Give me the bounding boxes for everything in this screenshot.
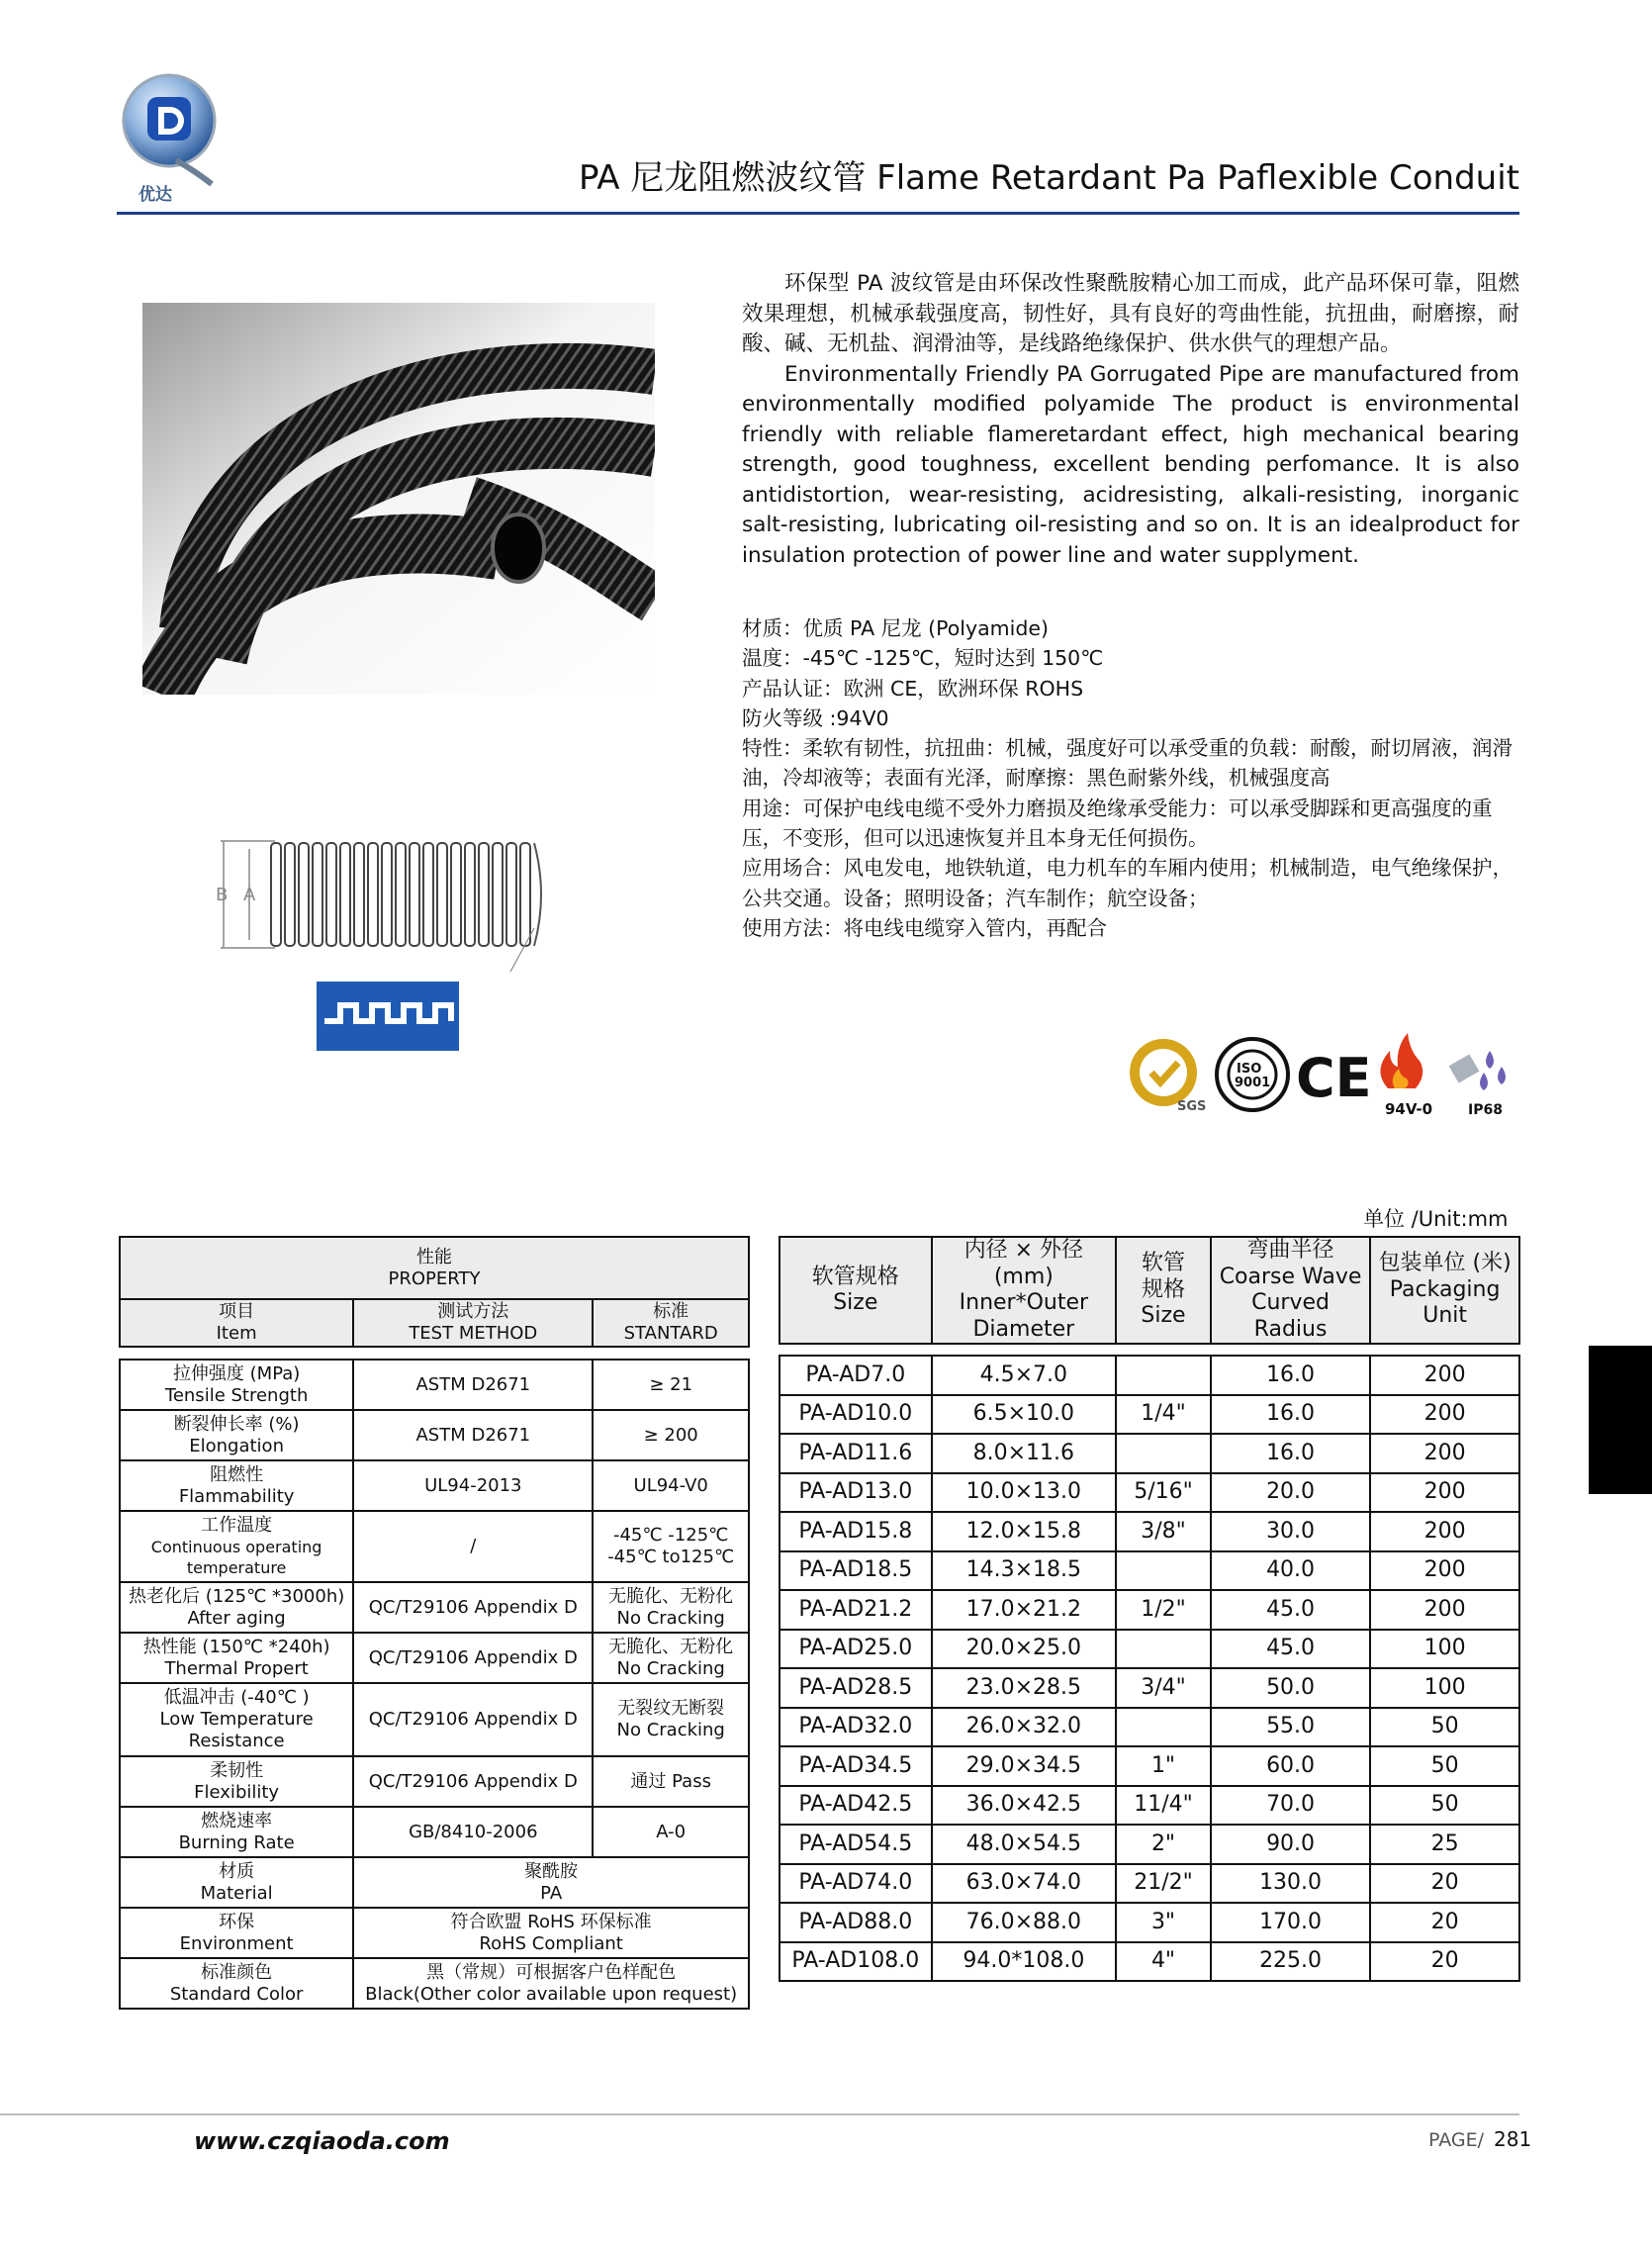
- radius-cell: 170.0: [1211, 1903, 1370, 1942]
- table-row: [780, 1668, 1519, 1708]
- item-cell: [120, 1582, 353, 1633]
- method-cell: QC/T29106 Appendix D: [353, 1633, 593, 1683]
- fire-rating-icon: [1380, 1033, 1432, 1118]
- radius-cell: 55.0: [1211, 1708, 1370, 1747]
- pack-cell: 100: [1370, 1630, 1519, 1669]
- item-cell: [120, 1958, 353, 2009]
- conduit-drawing: [216, 829, 564, 974]
- item-cell: [120, 1683, 353, 1756]
- item-header-en: Item: [216, 1323, 257, 1344]
- method-cell: GB/8410-2006: [353, 1807, 593, 1857]
- diameter-cell: 23.0×28.5: [932, 1668, 1117, 1708]
- spec-fire-rating: 防火等级 :94V0: [742, 705, 889, 730]
- diameter-cell: 4.5×7.0: [932, 1356, 1117, 1395]
- diameter-cell: 48.0×54.5: [932, 1825, 1117, 1864]
- radius-cell: 16.0: [1211, 1395, 1370, 1435]
- table-row: [780, 1512, 1519, 1551]
- size-cell: PA-AD42.5: [780, 1786, 932, 1826]
- spec-cell: 21/2": [1116, 1864, 1211, 1904]
- standard-value: 通过 Pass: [630, 1770, 711, 1792]
- pack-header-cn: 包装单位 (米): [1378, 1251, 1512, 1276]
- property-table: [119, 1236, 750, 2010]
- size-cell: PA-AD88.0: [780, 1903, 932, 1942]
- spec-list: [742, 613, 1523, 943]
- item-en: Flexibility: [194, 1781, 280, 1803]
- ip68-icon: [1449, 1051, 1506, 1118]
- item-en: Elongation: [189, 1435, 284, 1456]
- pack-cell: 20: [1370, 1942, 1519, 1982]
- diameter-cell: 10.0×13.0: [932, 1473, 1117, 1513]
- pack-cell: 50: [1370, 1746, 1519, 1786]
- title-divider: [117, 212, 1519, 215]
- diameter-cell: 26.0×32.0: [932, 1708, 1117, 1747]
- table-spacer: [780, 1344, 1519, 1356]
- item-cell: [120, 1908, 353, 1958]
- table-row: [780, 1551, 1519, 1591]
- size-header-cn: 软管规格: [811, 1264, 899, 1289]
- table-row: [780, 1746, 1519, 1786]
- table-row: [120, 1756, 749, 1807]
- pack-cell: 50: [1370, 1708, 1519, 1747]
- radius-cell: 45.0: [1211, 1590, 1370, 1630]
- value-cn: 聚酰胺: [524, 1860, 579, 1882]
- spec-certification: 产品认证：欧洲 CE，欧洲环保 ROHS: [742, 676, 1084, 701]
- table-row: [120, 1511, 749, 1582]
- spec-temperature: 温度：-45℃ -125℃，短时达到 150℃: [742, 646, 1104, 671]
- wave-profile-icon: [317, 982, 459, 1051]
- diameter-cell: 8.0×11.6: [932, 1434, 1117, 1473]
- diameter-cell: 29.0×34.5: [932, 1746, 1117, 1786]
- pack-cell: 200: [1370, 1356, 1519, 1395]
- diameter-cell: 36.0×42.5: [932, 1786, 1117, 1826]
- property-header: [120, 1237, 749, 1299]
- logo-text: 优达: [138, 185, 172, 205]
- page-title: PA 尼龙阻燃波纹管 Flame Retardant Pa Paflexible Conduit: [578, 158, 1519, 198]
- radius-cell: 45.0: [1211, 1630, 1370, 1669]
- standard-value-2: No Cracking: [616, 1720, 725, 1740]
- spec-cell: [1116, 1708, 1211, 1747]
- standard-value: 无脆化、无粉化: [608, 1636, 734, 1657]
- item-cell: [120, 1360, 353, 1410]
- size-cell: PA-AD32.0: [780, 1708, 932, 1747]
- ip-rating-label: IP68: [1468, 1102, 1503, 1118]
- item-cell: [120, 1410, 353, 1460]
- table-row: [120, 1460, 749, 1511]
- spec-header-cn2: 规格: [1142, 1276, 1186, 1302]
- table-row: [780, 1590, 1519, 1630]
- standard-value: A-0: [656, 1821, 687, 1842]
- unit-label: 单位 /Unit:mm: [1363, 1207, 1509, 1231]
- method-cell: QC/T29106 Appendix D: [353, 1756, 593, 1807]
- diameter-header-en1: Inner*Outer: [959, 1290, 1089, 1315]
- size-table: [779, 1236, 1520, 1982]
- item-cn: 环保: [219, 1911, 255, 1932]
- size-table-header-row: [780, 1237, 1519, 1344]
- item-cn: 材质: [219, 1860, 255, 1882]
- standard-header-en: STANTARD: [623, 1323, 718, 1344]
- radius-cell: 30.0: [1211, 1512, 1370, 1551]
- iso-label: ISO: [1237, 1062, 1262, 1077]
- property-cn: 性能: [416, 1246, 452, 1267]
- size-cell: PA-AD34.5: [780, 1746, 932, 1786]
- merged-value-cell: [353, 1958, 749, 2009]
- spec-features: 特性：柔软有韧性，抗扭曲：机械，强度好可以承受重的负载：耐酸，耐切屑液，润滑油，冷却液等；表面有光泽，耐摩擦：黑色耐紫外线，机械强度高: [742, 736, 1513, 791]
- table-row: [780, 1942, 1519, 1982]
- item-cell: [120, 1857, 353, 1908]
- table-row: [780, 1708, 1519, 1747]
- page-label: PAGE/: [1428, 2129, 1485, 2151]
- item-cell: [120, 1756, 353, 1807]
- sgs-label: SGS: [1177, 1099, 1207, 1114]
- size-cell: PA-AD18.5: [780, 1551, 932, 1591]
- diameter-header: [932, 1237, 1117, 1344]
- radius-cell: 130.0: [1211, 1864, 1370, 1904]
- pack-cell: 25: [1370, 1825, 1519, 1864]
- pack-header-en1: Packaging: [1389, 1276, 1501, 1302]
- table-row: [780, 1434, 1519, 1473]
- sgs-cert-icon: [1130, 1039, 1206, 1114]
- item-cell: [120, 1633, 353, 1683]
- radius-header-en2: Curved Radius: [1251, 1290, 1330, 1342]
- item-header: [120, 1299, 353, 1347]
- size-cell: PA-AD54.5: [780, 1825, 932, 1864]
- size-cell: PA-AD108.0: [780, 1942, 932, 1982]
- spec-header: [1116, 1237, 1211, 1344]
- method-cell: ASTM D2671: [353, 1410, 593, 1460]
- item-cn: 热性能 (150℃ *240h): [142, 1636, 330, 1657]
- table-row: [120, 1410, 749, 1460]
- size-cell: PA-AD25.0: [780, 1630, 932, 1669]
- table-row: [780, 1903, 1519, 1942]
- item-en: Low Temperature Resistance: [159, 1709, 314, 1751]
- standard-cell: [593, 1511, 749, 1582]
- section-side-tab: [1589, 1346, 1652, 1494]
- item-cn: 阻燃性: [210, 1463, 264, 1485]
- pack-cell: 200: [1370, 1395, 1519, 1435]
- item-cell: [120, 1511, 353, 1582]
- item-header-cn: 项目: [219, 1301, 255, 1322]
- table-row: [780, 1473, 1519, 1513]
- table-row: [780, 1825, 1519, 1864]
- pack-cell: 100: [1370, 1668, 1519, 1708]
- intro-en: Environmentally Friendly PA Gorrugated Pipe are manufactured from environmentally modified polyamide The product is environmental friendly with reliable flameretardant effect, high mechanical bearing strength, good toughness, excellent bending perfomance. It is also antidistortion, wear-resisting, acidresisting, alkali-resisting, inorganic salt-resisting, lubricating oil-resisting and so on. It is an idealproduct for insulation protection of power line and water supplyment.: [742, 361, 1519, 568]
- website-link[interactable]: www.czqiaoda.com: [194, 2127, 450, 2155]
- size-cell: PA-AD10.0: [780, 1395, 932, 1435]
- method-header: [353, 1299, 593, 1347]
- spec-header-cn1: 软管: [1142, 1251, 1186, 1276]
- item-en: Standard Color: [169, 1983, 304, 2005]
- merged-value-cell: [353, 1857, 749, 1908]
- value-cn: 符合欧盟 RoHS 环保标准: [450, 1911, 652, 1932]
- table-row: [780, 1395, 1519, 1435]
- spec-cell: [1116, 1630, 1211, 1669]
- spec-cell: 3/8": [1116, 1512, 1211, 1551]
- dimension-a: A: [243, 885, 256, 905]
- standard-value: 无脆化、无粉化: [608, 1585, 734, 1607]
- spec-cell: 11/4": [1116, 1786, 1211, 1826]
- standard-value: 无裂纹无断裂: [617, 1698, 725, 1719]
- standard-cell: [593, 1807, 749, 1857]
- iso-number: 9001: [1235, 1076, 1271, 1090]
- standard-value-2: No Cracking: [616, 1657, 725, 1679]
- diameter-header-cn: 内径 × 外径 (mm): [964, 1238, 1084, 1289]
- pack-cell: 200: [1370, 1434, 1519, 1473]
- property-table-title-row: [120, 1237, 749, 1299]
- value-cn: 黑（常规）可根据客户色样配色: [426, 1961, 677, 1983]
- spec-material: 材质：优质 PA 尼龙 (Polyamide): [742, 616, 1049, 640]
- radius-cell: 60.0: [1211, 1746, 1370, 1786]
- table-row: [120, 1958, 749, 2009]
- table-row: [120, 1633, 749, 1683]
- diameter-cell: 14.3×18.5: [932, 1551, 1117, 1591]
- radius-header: [1211, 1237, 1370, 1344]
- radius-cell: 90.0: [1211, 1825, 1370, 1864]
- item-en: Thermal Propert: [164, 1657, 309, 1679]
- intro-text: [742, 269, 1519, 571]
- pack-cell: 20: [1370, 1903, 1519, 1942]
- item-en: Material: [200, 1882, 273, 1904]
- spec-cell: 3/4": [1116, 1668, 1211, 1708]
- value-en: RoHS Compliant: [479, 1932, 623, 1954]
- table-row: [120, 1908, 749, 1958]
- pack-cell: 200: [1370, 1551, 1519, 1591]
- diameter-header-en2: Diameter: [972, 1316, 1075, 1342]
- standard-cell: [593, 1683, 749, 1756]
- item-cell: [120, 1460, 353, 1511]
- standard-value: -45℃ -125℃: [612, 1525, 729, 1546]
- item-en: Flammability: [178, 1485, 295, 1507]
- standard-value: UL94-V0: [633, 1474, 708, 1496]
- spec-cell: 1/2": [1116, 1590, 1211, 1630]
- diameter-cell: 94.0*108.0: [932, 1942, 1117, 1982]
- pack-cell: 200: [1370, 1512, 1519, 1551]
- method-cell: QC/T29106 Appendix D: [353, 1582, 593, 1633]
- radius-cell: 70.0: [1211, 1786, 1370, 1826]
- spec-method: 使用方法：将电线电缆穿入管内，再配合: [742, 915, 1107, 940]
- item-cn: 标准颜色: [201, 1961, 273, 1983]
- item-cn: 燃烧速率: [201, 1810, 273, 1831]
- size-cell: PA-AD28.5: [780, 1668, 932, 1708]
- table-row: [120, 1807, 749, 1857]
- method-header-cn: 测试方法: [437, 1301, 509, 1322]
- table-row: [780, 1786, 1519, 1826]
- spec-usage: 用途：可保护电线电缆不受外力磨损及绝缘承受能力：可以承受脚踩和更高强度的重压，不变形，但可以迅速恢复并且本身无任何损伤。: [742, 796, 1493, 851]
- intro-cn: 环保型 PA 波纹管是由环保改性聚酰胺精心加工而成，此产品环保可靠，阻燃效果理想，机械承载强度高，韧性好，具有良好的弯曲性能，抗扭曲，耐磨擦，耐酸、碱、无机盐、润滑油等，是线路绝缘保护、供水供气的理想产品。: [742, 271, 1519, 356]
- radius-cell: 50.0: [1211, 1668, 1370, 1708]
- table-row: [120, 1857, 749, 1908]
- ce-mark: CE: [1296, 1047, 1372, 1109]
- standard-cell: [593, 1360, 749, 1410]
- standard-cell: [593, 1410, 749, 1460]
- size-cell: PA-AD15.8: [780, 1512, 932, 1551]
- property-table-header-row: [120, 1299, 749, 1347]
- spec-cell: 1": [1116, 1746, 1211, 1786]
- item-en: Tensile Strength: [164, 1384, 309, 1406]
- standard-value-2: -45℃ to125℃: [607, 1547, 735, 1567]
- size-header-en: Size: [833, 1290, 878, 1315]
- spec-cell: 3": [1116, 1903, 1211, 1942]
- size-header: [780, 1237, 932, 1344]
- pack-header-en2: Unit: [1423, 1303, 1468, 1329]
- diameter-cell: 6.5×10.0: [932, 1395, 1117, 1435]
- standard-cell: [593, 1582, 749, 1633]
- property-en: PROPERTY: [388, 1267, 481, 1289]
- item-cn: 工作温度: [201, 1515, 273, 1536]
- pack-cell: 50: [1370, 1786, 1519, 1826]
- item-en: Environment: [179, 1932, 294, 1954]
- radius-cell: 20.0: [1211, 1473, 1370, 1513]
- standard-cell: [593, 1633, 749, 1683]
- value-en: PA: [540, 1882, 563, 1904]
- radius-header-en1: Coarse Wave: [1219, 1264, 1362, 1289]
- item-cn: 热老化后 (125℃ *3000h): [128, 1585, 345, 1607]
- size-cell: PA-AD13.0: [780, 1473, 932, 1513]
- item-en: After aging: [187, 1607, 286, 1629]
- spec-applications: 应用场合：风电发电，地铁轨道，电力机车的车厢内使用；机械制造，电气绝缘保护，公共交通。设备；照明设备；汽车制作；航空设备；: [742, 856, 1513, 910]
- item-cn: 柔韧性: [210, 1759, 264, 1781]
- table-row: [780, 1864, 1519, 1904]
- table-spacer: [120, 1347, 749, 1360]
- pack-cell: 200: [1370, 1590, 1519, 1630]
- value-en: Black(Other color available upon request): [365, 1983, 738, 2005]
- size-cell: PA-AD7.0: [780, 1356, 932, 1395]
- diameter-cell: 63.0×74.0: [932, 1864, 1117, 1904]
- standard-header: [593, 1299, 749, 1347]
- method-cell: /: [353, 1511, 593, 1582]
- size-cell: PA-AD74.0: [780, 1864, 932, 1904]
- radius-cell: 16.0: [1211, 1434, 1370, 1473]
- item-cell: [120, 1807, 353, 1857]
- diameter-cell: 76.0×88.0: [932, 1903, 1117, 1942]
- product-photo: [142, 303, 655, 695]
- radius-cell: 225.0: [1211, 1942, 1370, 1982]
- pack-header: [1370, 1237, 1519, 1344]
- spec-cell: [1116, 1434, 1211, 1473]
- table-row: [120, 1582, 749, 1633]
- standard-cell: [593, 1756, 749, 1807]
- radius-cell: 16.0: [1211, 1356, 1370, 1395]
- diameter-cell: 17.0×21.2: [932, 1590, 1117, 1630]
- diameter-cell: 12.0×15.8: [932, 1512, 1117, 1551]
- fire-rating-label: 94V-0: [1385, 1100, 1433, 1118]
- spec-cell: [1116, 1356, 1211, 1395]
- table-row: [120, 1360, 749, 1410]
- standard-value: ≥ 21: [649, 1373, 693, 1395]
- method-cell: ASTM D2671: [353, 1360, 593, 1410]
- spec-header-en: Size: [1141, 1303, 1186, 1329]
- diameter-cell: 20.0×25.0: [932, 1630, 1117, 1669]
- spec-cell: [1116, 1551, 1211, 1591]
- table-row: [120, 1683, 749, 1756]
- standard-value-2: No Cracking: [616, 1607, 725, 1629]
- item-cn: 断裂伸长率 (%): [173, 1413, 300, 1435]
- pack-cell: 200: [1370, 1473, 1519, 1513]
- method-header-en: TEST METHOD: [409, 1323, 538, 1344]
- spec-cell: 1/4": [1116, 1395, 1211, 1435]
- item-cn: 低温冲击 (-40℃ ): [163, 1687, 310, 1708]
- item-cn: 拉伸强度 (MPa): [172, 1362, 301, 1384]
- radius-header-cn: 弯曲半径: [1246, 1238, 1334, 1263]
- certification-icons: [1126, 1029, 1521, 1120]
- table-row: [780, 1630, 1519, 1669]
- dimension-b: B: [216, 885, 229, 905]
- standard-header-cn: 标准: [653, 1301, 689, 1322]
- spec-cell: 5/16": [1116, 1473, 1211, 1513]
- pack-cell: 20: [1370, 1864, 1519, 1904]
- size-cell: PA-AD11.6: [780, 1434, 932, 1473]
- spec-cell: 2": [1116, 1825, 1211, 1864]
- page-number: 281: [1494, 2127, 1532, 2151]
- merged-value-cell: [353, 1908, 749, 1958]
- footer-divider: [0, 2113, 1519, 2115]
- method-cell: UL94-2013: [353, 1460, 593, 1511]
- spec-cell: 4": [1116, 1942, 1211, 1982]
- item-en: Burning Rate: [178, 1831, 295, 1853]
- standard-cell: [593, 1460, 749, 1511]
- method-cell: QC/T29106 Appendix D: [353, 1683, 593, 1756]
- size-cell: PA-AD21.2: [780, 1590, 932, 1630]
- standard-value: ≥ 200: [643, 1424, 698, 1446]
- table-row: [780, 1356, 1519, 1395]
- iso-cert-icon: [1217, 1039, 1288, 1110]
- radius-cell: 40.0: [1211, 1551, 1370, 1591]
- item-en: Continuous operating temperature: [150, 1538, 322, 1577]
